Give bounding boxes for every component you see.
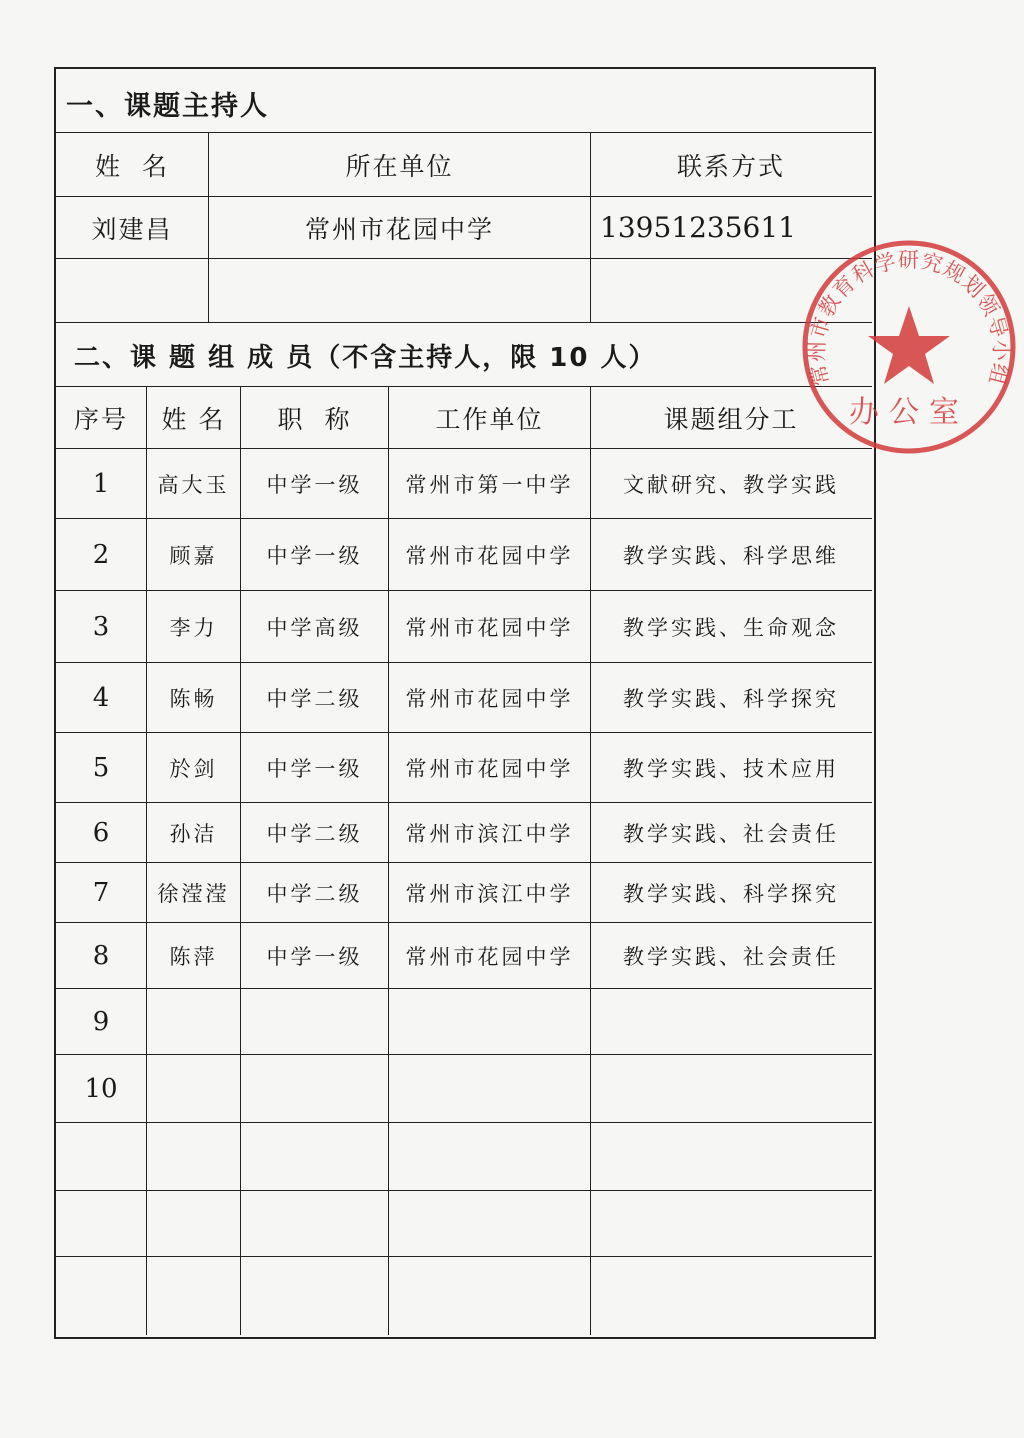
- col-header-no: 序号: [73, 404, 128, 434]
- col-header-role: 课题组分工: [663, 404, 799, 434]
- svg-text:常州市教育科学研究规划领导小组: 常州市教育科学研究规划领导小组: [804, 248, 1014, 389]
- row-name: 高大玉: [157, 472, 230, 497]
- star-icon: [868, 306, 950, 384]
- row-no: 3: [92, 611, 110, 642]
- host-section-title: 一、课题主持人: [66, 90, 269, 122]
- row-unit: [389, 989, 590, 1054]
- svg-text:办公室: 办公室: [849, 395, 969, 430]
- row-title: 中学二级: [266, 686, 363, 711]
- row-unit: 常州市第一中学: [405, 472, 574, 497]
- row-name: 徐滢滢: [157, 881, 230, 906]
- host-header-contact: 联系方式: [676, 151, 785, 181]
- row-no: 7: [92, 877, 110, 908]
- row-no: 9: [92, 1006, 110, 1037]
- row-unit: 常州市花园中学: [405, 686, 574, 711]
- col-header-title: 职 称: [277, 404, 352, 434]
- row-no: 4: [92, 682, 110, 713]
- row-unit: 常州市花园中学: [405, 543, 574, 568]
- host-unit: 常州市花园中学: [304, 214, 494, 244]
- col-header-unit: 工作单位: [435, 404, 544, 434]
- row-role: 教学实践、生命观念: [623, 615, 839, 640]
- row-role: 文献研究、教学实践: [623, 472, 839, 497]
- row-no: 6: [92, 817, 110, 848]
- host-contact: 13951235611: [600, 211, 796, 244]
- row-title: [241, 1055, 388, 1122]
- col-header-name: 姓 名: [161, 404, 226, 434]
- row-unit: [389, 1055, 590, 1122]
- row-no: 5: [92, 752, 110, 783]
- row-title: 中学一级: [266, 944, 363, 969]
- divider: [56, 322, 872, 323]
- row-name: 顾嘉: [169, 543, 218, 568]
- row-name: 陈萍: [169, 944, 218, 969]
- members-section-title: 二、课 题 组 成 员（不含主持人，限 10 人）: [74, 342, 657, 373]
- row-name: 李力: [169, 615, 218, 640]
- row-role: [591, 1055, 871, 1122]
- row-role: 教学实践、社会责任: [623, 944, 839, 969]
- official-seal-stamp: [798, 236, 1020, 458]
- row-title: 中学二级: [266, 881, 363, 906]
- row-role: 教学实践、科学探究: [623, 686, 839, 711]
- divider: [56, 258, 872, 259]
- row-role: [591, 989, 871, 1054]
- divider: [56, 1190, 872, 1191]
- row-title: 中学一级: [266, 756, 363, 781]
- row-unit: 常州市滨江中学: [405, 821, 574, 846]
- row-title: 中学高级: [266, 615, 363, 640]
- host-name: 刘建昌: [91, 214, 173, 244]
- row-unit: 常州市花园中学: [405, 756, 574, 781]
- row-unit: 常州市花园中学: [405, 944, 574, 969]
- row-name: [147, 1055, 240, 1122]
- divider: [56, 1122, 872, 1123]
- row-unit: 常州市花园中学: [405, 615, 574, 640]
- row-no: 2: [92, 539, 110, 570]
- row-name: 孙洁: [169, 821, 218, 846]
- row-no: 8: [92, 940, 110, 971]
- row-no: 1: [92, 468, 110, 499]
- divider: [56, 1256, 872, 1257]
- host-header-unit: 所在单位: [345, 151, 454, 181]
- host-header-name: 姓 名: [95, 151, 169, 181]
- row-title: 中学一级: [266, 543, 363, 568]
- row-role: 教学实践、技术应用: [623, 756, 839, 781]
- row-no: 10: [84, 1073, 118, 1104]
- row-title: 中学二级: [266, 821, 363, 846]
- row-name: [147, 989, 240, 1054]
- row-title: 中学一级: [266, 472, 363, 497]
- row-role: 教学实践、社会责任: [623, 821, 839, 846]
- row-name: 陈畅: [169, 686, 218, 711]
- row-role: 教学实践、科学探究: [623, 881, 839, 906]
- row-title: [241, 989, 388, 1054]
- row-role: 教学实践、科学思维: [623, 543, 839, 568]
- row-unit: 常州市滨江中学: [405, 881, 574, 906]
- row-name: 於剑: [169, 756, 218, 781]
